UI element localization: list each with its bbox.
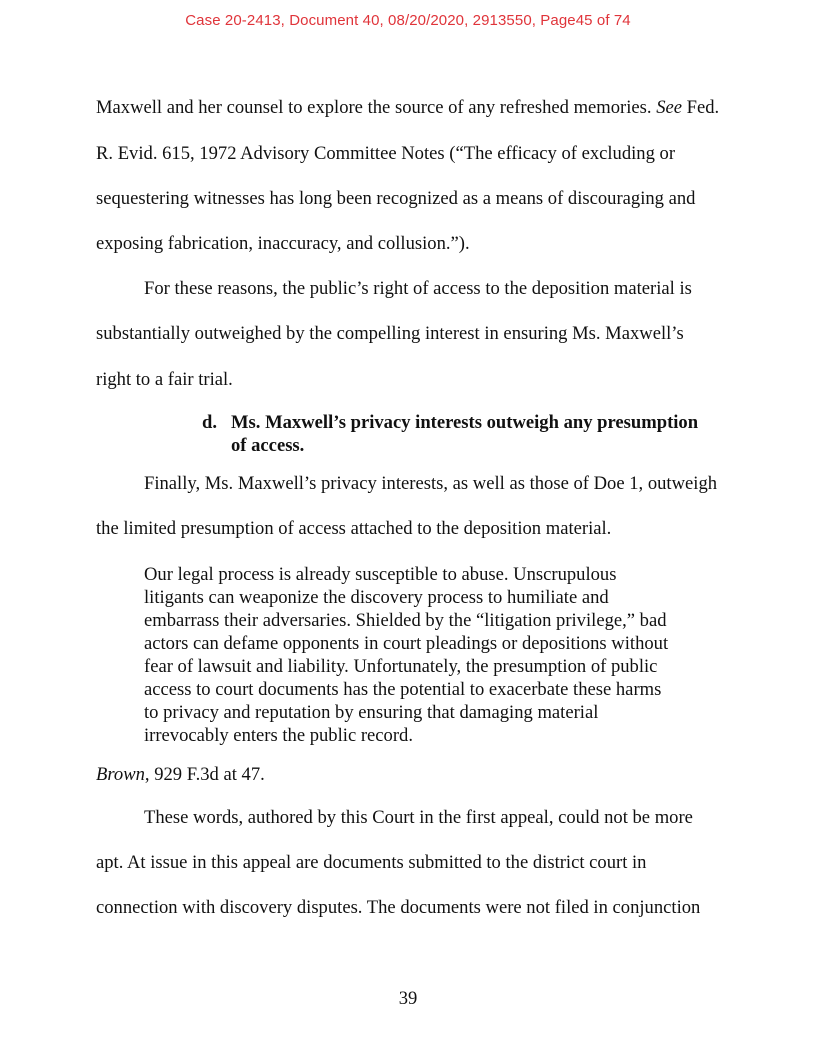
section-heading-marker: d. (202, 412, 217, 433)
blockquote-line: fear of lawsuit and liability. Unfortunately, the presumption of public (144, 656, 658, 677)
blockquote-line: actors can defame opponents in court pleadings or depositions without (144, 633, 669, 654)
body-line: For these reasons, the public’s right of access to the deposition material is (144, 278, 692, 299)
body-line (96, 97, 719, 119)
body-line: Finally, Ms. Maxwell’s privacy interests, as well as those of Doe 1, outweigh (144, 473, 718, 494)
section-heading-line: of access. (231, 435, 305, 456)
body-line: These words, authored by this Court in the first appeal, could not be more (144, 807, 693, 828)
body-line: substantially outweighed by the compelling interest in ensuring Ms. Maxwell’s (96, 323, 684, 344)
blockquote-line: access to court documents has the potential to exacerbate these harms (144, 679, 662, 700)
section-heading-line: Ms. Maxwell’s privacy interests outweigh any presumption (231, 412, 699, 433)
blockquote-line: litigants can weaponize the discovery process to humiliate and (144, 587, 609, 608)
body-line: sequestering witnesses has long been recognized as a means of discouraging and (96, 188, 696, 209)
citation-reporter: , 929 F.3d at 47. (144, 764, 265, 785)
citation (96, 764, 265, 786)
blockquote-line: irrevocably enters the public record. (144, 725, 413, 746)
body-line: connection with discovery disputes. The documents were not filed in conjunction (96, 897, 701, 918)
body-line: the limited presumption of access attached to the deposition material. (96, 518, 612, 539)
case-name: Brown (96, 764, 145, 785)
body-line: apt. At issue in this appeal are documents submitted to the district court in (96, 852, 647, 873)
blockquote-line: embarrass their adversaries. Shielded by the “litigation privilege,” bad (144, 610, 667, 631)
case-header-stamp: Case 20-2413, Document 40, 08/20/2020, 2913550, Page45 of 74 (185, 12, 631, 29)
text-run: Fed. (682, 97, 720, 118)
blockquote-line: to privacy and reputation by ensuring that damaging material (144, 702, 599, 723)
text-run: Maxwell and her counsel to explore the source of any refreshed memories. (96, 97, 657, 118)
page-number: 39 (398, 988, 418, 1009)
body-line: right to a fair trial. (96, 369, 233, 390)
italic-signal: See (656, 97, 683, 118)
body-line: R. Evid. 615, 1972 Advisory Committee Notes (“The efficacy of excluding or (96, 143, 676, 164)
blockquote-line: Our legal process is already susceptible to abuse. Unscrupulous (144, 564, 617, 585)
body-line: exposing fabrication, inaccuracy, and collusion.”). (96, 233, 470, 254)
